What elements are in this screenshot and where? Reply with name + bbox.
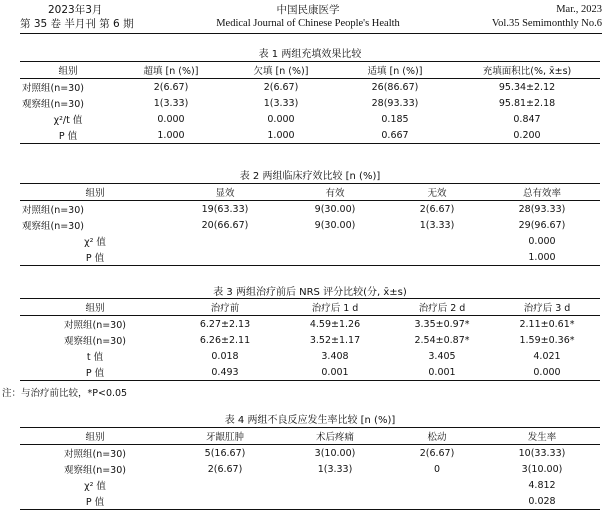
journal-name-cn: 中国民康医学	[276, 4, 340, 16]
table-cell: 0.000	[267, 113, 295, 125]
table-cell	[280, 233, 390, 249]
table-cell: 0.185	[381, 113, 409, 125]
table-cell: 3.35±0.97*	[414, 318, 470, 330]
journal-name-en: Medical Journal of Chinese People's Health	[216, 18, 400, 29]
table-row	[20, 95, 600, 111]
table3-title: 表 3 两组治疗前后 NRS 评分比较(分, x̄±s)	[213, 287, 407, 298]
table-cell: 0.000	[494, 364, 600, 381]
table1-col-4: 充填面积比(%, x̄±s)	[454, 62, 600, 79]
table-row	[20, 249, 600, 266]
table-row	[20, 217, 600, 233]
table-cell: 2.54±0.87*	[414, 334, 470, 346]
table-cell: 9(30.00)	[314, 219, 356, 231]
table-cell: 3.405	[428, 350, 456, 362]
header-date-cn: 2023年3月	[48, 4, 103, 16]
table3-col-2: 治疗后 1 d	[280, 299, 390, 316]
table4-col-0: 组别	[20, 428, 170, 445]
table-cell: 2.11±0.61*	[519, 318, 575, 330]
table-cell: 0.018	[211, 350, 239, 362]
table-cell: 3.52±1.17	[309, 334, 361, 346]
table-cell: 28(93.33)	[518, 203, 566, 215]
table-cell: 95.81±2.18	[498, 97, 556, 109]
table-cell	[280, 249, 390, 266]
table-row	[20, 461, 600, 477]
table-cell: 3(10.00)	[314, 447, 356, 459]
table4-header-row	[20, 428, 600, 445]
table-cell: 2(6.67)	[153, 81, 189, 93]
table4-col-2: 术后疼痛	[280, 428, 390, 445]
table-cell: 1(3.33)	[153, 97, 189, 109]
table4	[20, 427, 600, 510]
table-cell: 0.000	[157, 113, 185, 125]
table-cell	[280, 477, 390, 493]
table-row	[20, 79, 600, 96]
table1-col-1: 超填 [n (%)]	[116, 62, 226, 79]
table2-col-2: 有效	[280, 184, 390, 201]
table2-col-1: 显效	[170, 184, 280, 201]
header-right	[492, 3, 602, 31]
table-cell: 0.001	[280, 364, 390, 381]
table-cell	[170, 493, 280, 510]
header-rule	[20, 33, 602, 34]
table-cell: 观察组(n=30)	[22, 221, 84, 232]
table-cell: 95.34±2.12	[498, 81, 556, 93]
table-cell: 0.847	[513, 113, 541, 125]
table-cell	[390, 477, 484, 493]
table-cell: 3(10.00)	[521, 463, 563, 475]
table-cell: 观察组(n=30)	[22, 99, 84, 110]
table1-header-row	[20, 62, 600, 79]
table-cell: 0.493	[170, 364, 280, 381]
table3-col-0: 组别	[20, 299, 170, 316]
table-cell: 1(3.33)	[263, 97, 299, 109]
table-cell: 1.000	[116, 127, 226, 144]
table1-col-0: 组别	[20, 62, 116, 79]
table-cell: 1.000	[226, 127, 336, 144]
table-cell: 4.59±1.26	[309, 318, 361, 330]
table-cell: 5(16.67)	[204, 447, 246, 459]
table-cell: 2(6.67)	[207, 463, 243, 475]
table-cell: 26(86.67)	[371, 81, 419, 93]
table-cell: t 值	[86, 352, 104, 363]
table-row	[20, 332, 600, 348]
table1	[20, 61, 600, 144]
table-cell: P 值	[20, 249, 170, 266]
table-cell	[390, 249, 484, 266]
table-cell: 对照组(n=30)	[22, 83, 84, 94]
table-cell	[170, 233, 280, 249]
table-cell: 0	[433, 463, 441, 475]
table-cell: 20(66.67)	[201, 219, 249, 231]
table4-col-1: 牙龈肛肿	[170, 428, 280, 445]
header-left	[20, 3, 134, 31]
table-cell: 2(6.67)	[419, 447, 455, 459]
table-cell: 对照组(n=30)	[64, 449, 126, 460]
table-cell: 0.001	[390, 364, 494, 381]
table-cell: 0.000	[528, 235, 556, 247]
table-cell: 1.000	[484, 249, 600, 266]
header-volume-cn: 第 35 卷 半月刊 第 6 期	[20, 18, 134, 30]
table1-col-3: 适填 [n (%)]	[336, 62, 454, 79]
table1-title: 表 1 两组充填效果比较	[258, 49, 362, 60]
table2-header-row	[20, 184, 600, 201]
table-cell: 1(3.33)	[317, 463, 353, 475]
table-cell	[280, 493, 390, 510]
table-cell: 1.59±0.36*	[519, 334, 575, 346]
table-cell: 2(6.67)	[419, 203, 455, 215]
table-cell: P 值	[20, 127, 116, 144]
table-cell: 0.200	[454, 127, 600, 144]
table-cell	[170, 249, 280, 266]
table-row	[20, 111, 600, 127]
table2-col-3: 无效	[390, 184, 484, 201]
table-cell: 1(3.33)	[419, 219, 455, 231]
table-row	[20, 445, 600, 462]
table-cell: 2(6.67)	[263, 81, 299, 93]
table-row	[20, 233, 600, 249]
header-volume-en: Vol.35 Semimonthly No.6	[491, 18, 602, 29]
table-row	[20, 127, 600, 144]
table3-header-row	[20, 299, 600, 316]
table2-title: 表 2 两组临床疗效比较 [n (%)]	[239, 171, 381, 182]
header-center	[180, 3, 436, 31]
table3-col-3: 治疗后 2 d	[390, 299, 494, 316]
table-cell: 对照组(n=30)	[22, 205, 84, 216]
table2	[20, 183, 600, 266]
table-cell: 9(30.00)	[314, 203, 356, 215]
table-cell: 3.408	[321, 350, 349, 362]
table4-col-3: 松动	[390, 428, 484, 445]
table-cell	[390, 233, 484, 249]
table-cell: 6.26±2.11	[199, 334, 251, 346]
table-cell: 29(96.67)	[518, 219, 566, 231]
table-cell	[390, 493, 484, 510]
table-cell: P 值	[20, 493, 170, 510]
table-cell: 0.667	[336, 127, 454, 144]
header-date-en: Mar., 2023	[556, 4, 602, 15]
table4-col-4: 发生率	[484, 428, 600, 445]
table-cell: 观察组(n=30)	[64, 465, 126, 476]
table-row	[20, 493, 600, 510]
table-cell: 6.27±2.13	[199, 318, 251, 330]
table-row	[20, 364, 600, 381]
table-cell: 观察组(n=30)	[64, 336, 126, 347]
table2-col-4: 总有效率	[484, 184, 600, 201]
table-cell	[170, 477, 280, 493]
table-cell: 28(93.33)	[371, 97, 419, 109]
table-cell: 10(33.33)	[518, 447, 566, 459]
journal-header	[0, 0, 616, 34]
table-cell: 0.028	[484, 493, 600, 510]
table-cell: 19(63.33)	[201, 203, 249, 215]
table-row	[20, 477, 600, 493]
table3	[20, 298, 600, 381]
table-cell: 4.021	[533, 350, 561, 362]
table2-col-0: 组别	[20, 184, 170, 201]
table-row	[20, 316, 600, 333]
table-cell: χ² 值	[84, 237, 106, 248]
table-cell: P 值	[20, 364, 170, 381]
table-cell: χ² 值	[84, 481, 106, 492]
table1-col-2: 欠填 [n (%)]	[226, 62, 336, 79]
table3-note: 注：与治疗前比较，*P<0.05	[2, 388, 128, 399]
table-cell: 4.812	[528, 479, 556, 491]
table3-col-4: 治疗后 3 d	[494, 299, 600, 316]
table-row	[20, 201, 600, 218]
table-cell: 对照组(n=30)	[64, 320, 126, 331]
table-cell: χ²/t 值	[53, 115, 83, 126]
table-row	[20, 348, 600, 364]
table4-title: 表 4 两组不良反应发生率比较 [n (%)]	[224, 415, 396, 426]
table3-col-1: 治疗前	[170, 299, 280, 316]
